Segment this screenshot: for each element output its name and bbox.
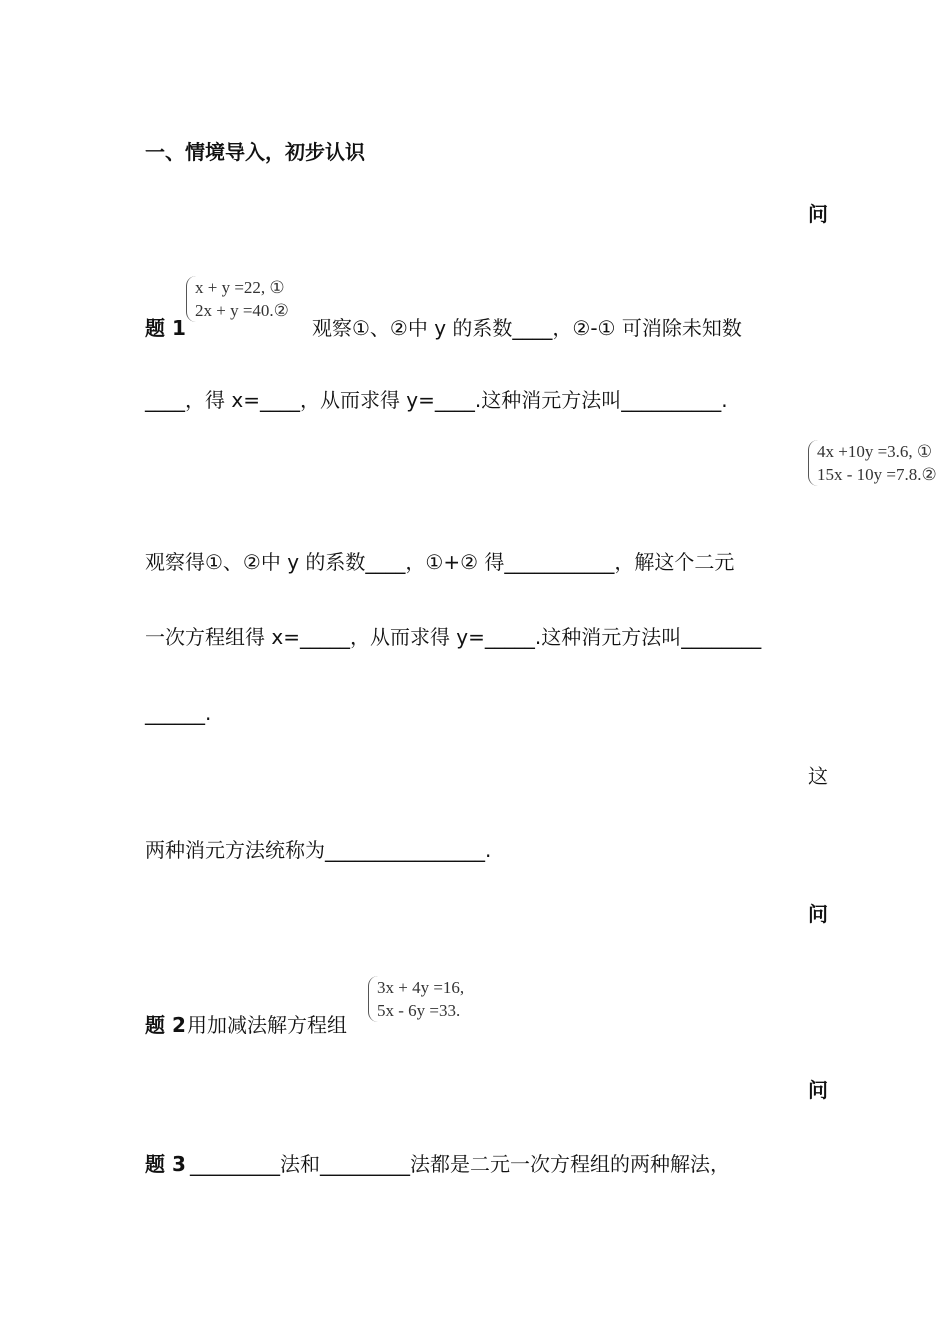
- problem2-text: 用加减法解方程组: [187, 1013, 347, 1037]
- problem1-line2: ____，得 x=____，从而求得 y=____.这种消元方法叫__________.: [145, 388, 728, 412]
- problem1-line3: 观察得①、②中 y 的系数____，①+② 得___________，解这个二元: [145, 550, 735, 574]
- equation-2: 2x + y =40.②: [195, 301, 289, 320]
- problem1-line4: 一次方程组得 x=_____，从而求得 y=_____.这种消元方法叫________: [145, 625, 762, 649]
- problem2-label: 题 2: [145, 1013, 186, 1037]
- problem1-label: 题 1: [145, 316, 186, 340]
- problem2-equation-system: [368, 976, 464, 1022]
- problem1-label-right: 问: [808, 202, 828, 226]
- equation-1: x + y =22, ①: [195, 278, 285, 297]
- problem1-line1: 观察①、②中 y 的系数____，②-① 可消除未知数: [312, 316, 742, 340]
- equation-3: 4x +10y =3.6, ①: [817, 442, 933, 461]
- problem2-label-right: 问: [808, 902, 828, 926]
- equation-4: 15x - 10y =7.8.②: [817, 465, 937, 484]
- problem1-equation-system: [186, 276, 289, 322]
- problem1-line7: 两种消元方法统称为________________.: [145, 838, 492, 862]
- problem3-text: _________法和_________法都是二元一次方程组的两种解法，: [190, 1152, 730, 1176]
- equation-6: 5x - 6y =33.: [377, 1001, 461, 1020]
- problem1-line5: ______.: [145, 701, 212, 725]
- equation-5: 3x + 4y =16,: [377, 978, 465, 997]
- section-heading: 一、情境导入，初步认识: [145, 140, 365, 164]
- problem1-equation-system-2: [808, 440, 950, 486]
- problem3-label-right: 问: [808, 1078, 828, 1102]
- problem3-label: 题 3: [145, 1152, 186, 1176]
- problem1-line6: 这: [808, 764, 828, 788]
